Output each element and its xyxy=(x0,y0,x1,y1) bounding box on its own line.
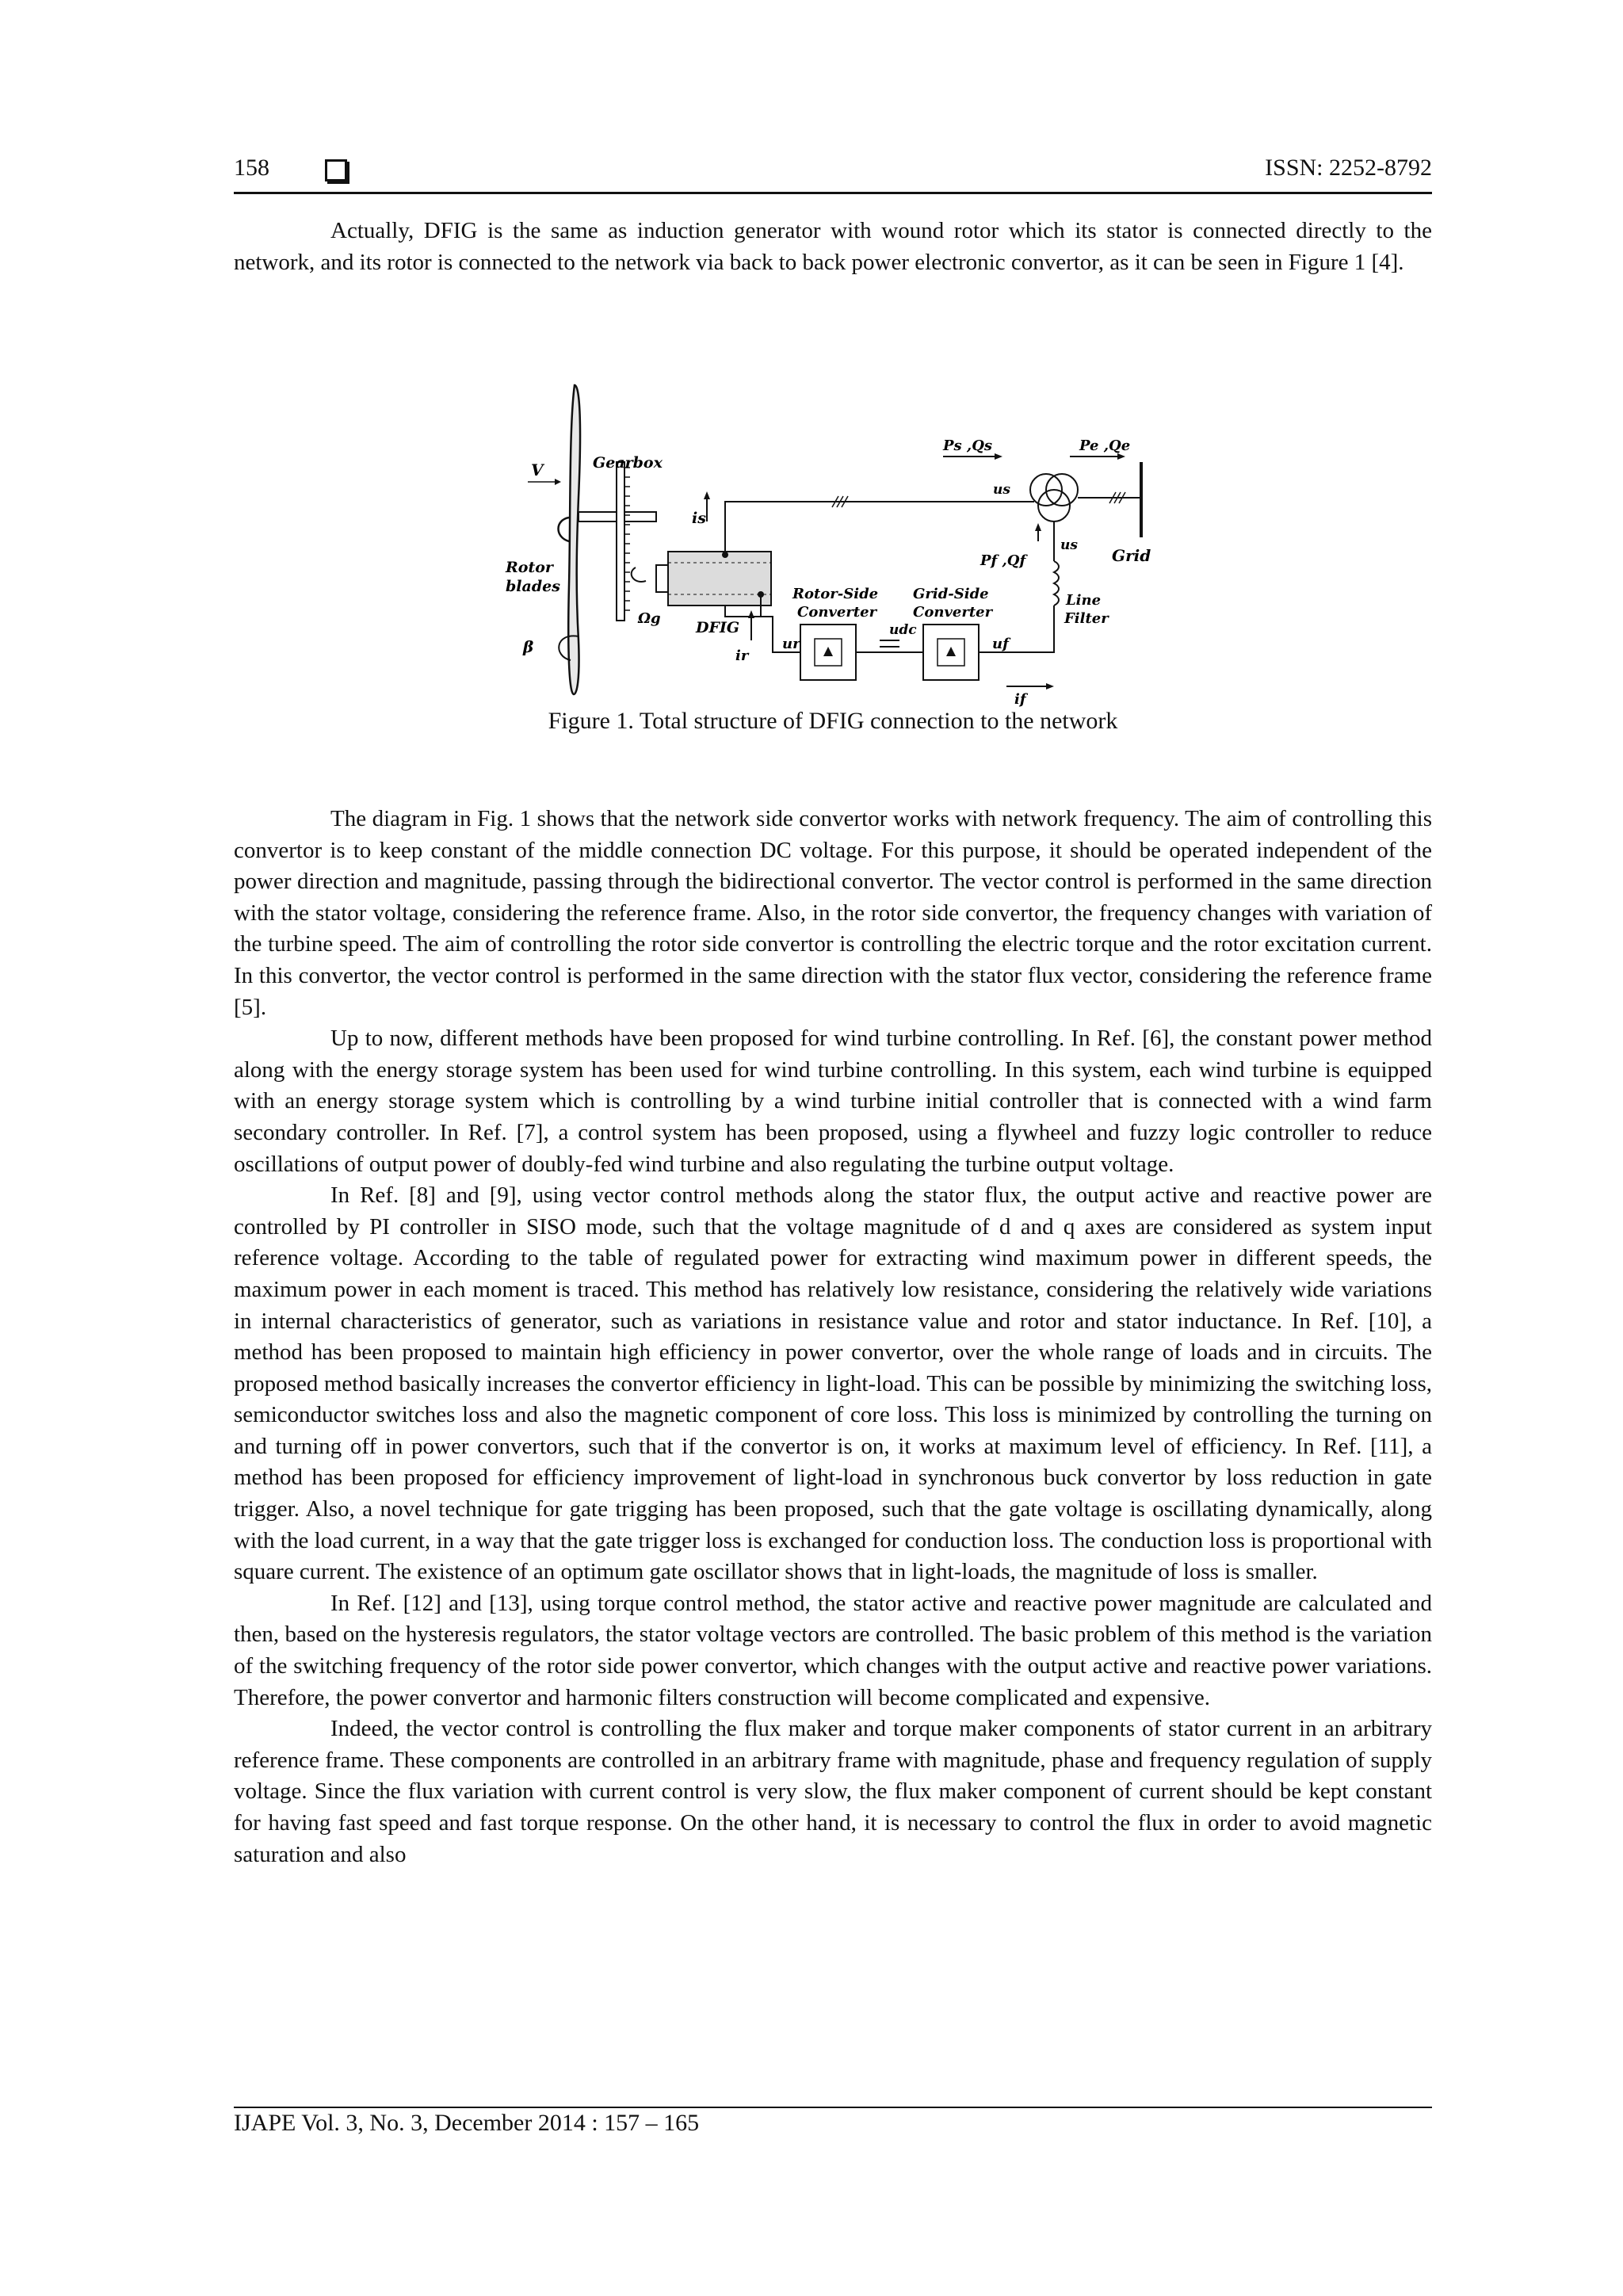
label-omega: Ωg xyxy=(638,610,661,627)
label-gearbox: Gearbox xyxy=(593,454,663,472)
intro-text: Actually, DFIG is the same as induction generator with wound rotor which its stator is connected directly to the network, and its rotor is connected to the network via back to back power electronic convertor, as it can be seen in Figure 1 [4]. xyxy=(234,218,1432,275)
checkbox-glyph-icon xyxy=(325,159,347,181)
label-v: V xyxy=(531,460,544,479)
label-ur: ur xyxy=(782,636,800,652)
issn: ISSN: 2252-8792 xyxy=(1265,155,1432,181)
figure-1 xyxy=(499,379,1157,708)
label-udc: udc xyxy=(889,622,917,638)
label-dfig: DFIG xyxy=(696,619,740,636)
label-ps-qs: Ps ,Qs xyxy=(943,437,993,454)
gearbox-icon xyxy=(617,462,624,621)
label-if: if xyxy=(1014,691,1026,708)
header-rule xyxy=(234,192,1432,194)
label-line: Line xyxy=(1066,592,1102,609)
label-is: is xyxy=(692,510,706,527)
label-us-2: us xyxy=(1060,537,1078,553)
body-paragraph-2: Up to now, different methods have been proposed for wind turbine controlling. In Ref. [6], the constant power method along with the energy storage system has been used for wind turbine controlling. In this system, each wind turbine is equipped with an energy storage system which is controlling by a wind turbine initial controller that is connected with a wind farm secondary controller. In Ref. [7], a control system has been proposed, using a flywheel and fuzzy logic controller to reduce oscillations of output power of doubly-fed wind turbine and also regulating the turbine output voltage. xyxy=(234,1026,1432,1177)
label-uf: uf xyxy=(992,636,1009,652)
label-rotor-side: Rotor-Side xyxy=(792,586,879,602)
label-rsc-converter: Converter xyxy=(797,604,877,621)
footer-rule xyxy=(234,2107,1432,2108)
label-blades: blades xyxy=(506,578,560,595)
label-beta: β xyxy=(523,637,534,656)
label-ir: ir xyxy=(735,648,749,664)
label-pf-qf: Pf ,Qf xyxy=(980,552,1026,569)
dfig-diagram xyxy=(499,379,1157,708)
label-gsc-converter: Converter xyxy=(913,604,993,621)
body-paragraph-1: The diagram in Fig. 1 shows that the network side convertor works with network frequency. The aim of controlling this convertor is to keep constant of the middle connection DC voltage. For this purpose, it should be operated independent of the power direction and magnitude, passing through the bidirectional convertor. The vector control is performed in the same direction with the stator voltage, considering the reference frame. Also, in the rotor side convertor, the frequency changes with variation of the turbine speed. The aim of controlling the rotor side convertor is controlling the electric torque and the rotor excitation current. In this convertor, the vector control is performed in the same direction with the stator flux vector, considering the reference frame [5]. xyxy=(234,806,1432,1020)
body-paragraph-4: In Ref. [12] and [13], using torque control method, the stator active and reactive power magnitude are calculated and then, based on the hysteresis regulators, the stator voltage vectors are controlled. The basic problem of this method is the variation of the switching frequency of the rotor side power convertor, which changes with the output active and reactive power variations. Therefore, the power convertor and harmonic filters construction will become complicated and expensive. xyxy=(234,1590,1432,1710)
label-grid: Grid xyxy=(1112,546,1151,565)
body-text xyxy=(234,804,1432,1870)
dfig-generator-icon xyxy=(668,552,771,606)
body-paragraph-3: In Ref. [8] and [9], using vector control methods along the stator flux, the output active and reactive power are controlled by PI controller in SISO mode, such that the voltage magnitude of d and q axes are considered as system input reference voltage. According to the table of regulated power for extracting wind maximum power in different speeds, the maximum power in each moment is traced. This method has relatively low resistance, considering the relatively wide variations in internal characteristics of generator, such as variations in resistance value and rotor and stator inductance. In Ref. [10], a method has been proposed to maintain high efficiency in power convertor, over the whole range of loads and in circuits. The proposed method basically increases the convertor efficiency in light-load. This can be possible by minimizing the switching loss, semiconductor switches loss and also the magnetic component of core loss. This loss is minimized by controlling the turning on and turning off in power convertors, such that if the convertor is on, it works at maximum level of efficiency. In Ref. [11], a method has been proposed for efficiency improvement of light-load in synchronous buck convertor by loss reduction in gate trigger. Also, a novel technique for gate trigging has been proposed, such that the gate voltage is oscillating dynamically, along with the load current, in a way that the gate trigger loss is exchanged for conduction loss. The conduction loss is proportional with square current. The existence of an optimum gate oscillator shows that in light-loads, the magnitude of loss is smaller. xyxy=(234,1182,1432,1585)
label-rotor: Rotor xyxy=(506,559,553,576)
page-number: 158 xyxy=(234,155,269,181)
label-pe-qe: Pe ,Qe xyxy=(1079,437,1131,454)
page-header xyxy=(234,155,1432,193)
body-paragraph-5: Indeed, the vector control is controlling the flux maker and torque maker components of stator current in an arbitrary reference frame. These components are controlled in an arbitrary frame with magnitude, phase and frequency regulation of supply voltage. Since the flux variation with current control is very slow, the flux maker component of current should be kept constant for having fast speed and fast torque response. On the other hand, it is necessary to control the flux in order to avoid magnetic saturation and also xyxy=(234,1716,1432,1867)
label-us: us xyxy=(993,482,1010,498)
label-grid-side: Grid-Side xyxy=(913,586,989,602)
figure-caption: Figure 1. Total structure of DFIG connection to the network xyxy=(548,708,1118,734)
intro-paragraph xyxy=(234,216,1432,278)
page-footer: IJAPE Vol. 3, No. 3, December 2014 : 157 – 165 xyxy=(234,2110,700,2136)
label-filter: Filter xyxy=(1064,610,1109,627)
